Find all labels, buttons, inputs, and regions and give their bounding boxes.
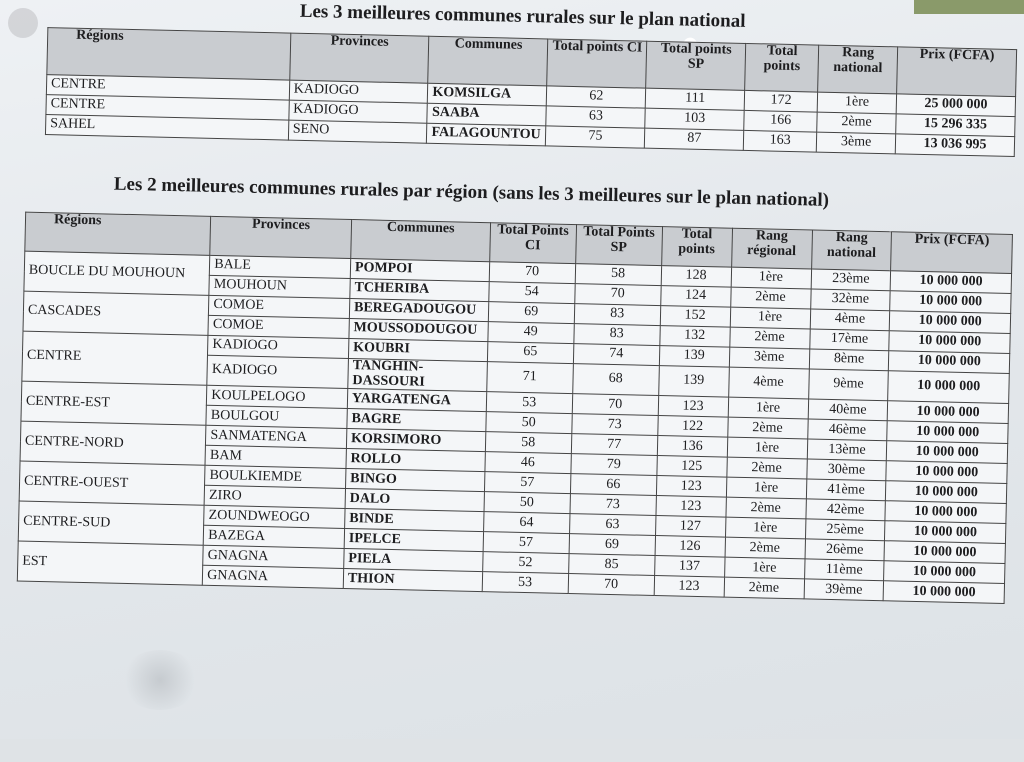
table2-title: Les 2 meilleures communes rurales par région (sans les 3 meilleures sur le plan national) [113, 173, 830, 211]
region-cell: CENTRE-EST [21, 381, 207, 425]
points-ci-cell: 57 [484, 472, 570, 494]
province-cell: KADIOGO [289, 80, 428, 103]
total-points-cell: 166 [744, 110, 817, 132]
province-cell: BALE [210, 255, 351, 278]
region-cell: CENTRE [22, 331, 208, 386]
region-cell: EST [17, 541, 203, 585]
prix-cell: 10 000 000 [889, 351, 1010, 374]
rang-regional-cell: 1ère [728, 397, 808, 419]
commune-cell: BINDE [345, 509, 484, 532]
rang-regional-cell: 1ère [727, 437, 807, 459]
province-cell: COMOE [208, 315, 349, 338]
province-cell: ZOUNDWEOGO [204, 506, 345, 529]
total-points-cell: 124 [660, 286, 730, 308]
rang-national-cell: 23ème [811, 269, 891, 291]
header-communes: Communes [351, 220, 491, 262]
rang-national-cell: 8ème [809, 349, 889, 371]
points-sp-cell: 58 [575, 264, 661, 286]
rang-regional-cell: 2ème [727, 417, 807, 439]
province-cell: MOUHOUN [209, 275, 350, 298]
province-cell: BAM [205, 446, 346, 469]
points-sp-cell: 85 [568, 554, 654, 576]
province-cell: GNAGNA [203, 566, 344, 589]
commune-cell: TCHERIBA [350, 279, 489, 302]
total-points-cell: 136 [657, 436, 727, 458]
commune-cell: SAABA [427, 103, 546, 126]
points-ci-cell: 49 [487, 322, 573, 344]
points-ci-cell: 50 [484, 492, 570, 514]
points-ci-cell: 71 [486, 362, 573, 394]
points-ci-cell: 69 [488, 302, 574, 324]
header-total-points-sp: Total Points SP [575, 225, 662, 266]
rang-national-cell: 26ème [805, 539, 885, 561]
rang-regional-cell: 1ère [724, 557, 804, 579]
rang-regional-cell: 2ème [725, 497, 805, 519]
prix-cell: 10 000 000 [884, 541, 1005, 564]
rang-national-cell: 46ème [807, 419, 887, 441]
province-cell: ZIRO [204, 486, 345, 509]
region-cell: CENTRE-NORD [20, 421, 206, 465]
header-prix: Prix (FCFA) [891, 232, 1012, 274]
header-provinces: Provinces [210, 216, 352, 258]
commune-cell: BAGRE [347, 409, 486, 432]
region-cell: CENTRE [46, 75, 289, 100]
prix-cell: 15 296 335 [896, 114, 1015, 137]
prix-cell: 13 036 995 [895, 134, 1014, 157]
prix-cell: 10 000 000 [888, 371, 1009, 404]
header-regions: Régions [47, 28, 291, 80]
total-points-cell: 122 [657, 416, 727, 438]
rang-regional-cell: 2ème [730, 287, 810, 309]
total-points-cell: 123 [658, 396, 728, 418]
region-cell: CASCADES [23, 291, 209, 335]
province-cell: BOULKIEMDE [205, 466, 346, 489]
rang-national-cell: 9ème [808, 369, 889, 401]
points-sp-cell: 68 [572, 364, 659, 396]
points-ci-cell: 53 [486, 392, 572, 414]
points-sp-cell: 70 [572, 394, 658, 416]
region-cell: CENTRE-OUEST [19, 461, 205, 505]
points-ci-cell: 65 [487, 342, 573, 364]
region-cell: SAHEL [45, 115, 288, 140]
table1-title: Les 3 meilleures communes rurales sur le plan national [299, 0, 746, 32]
points-ci-cell: 50 [485, 412, 571, 434]
points-sp-cell: 73 [570, 494, 656, 516]
prix-cell: 10 000 000 [888, 401, 1009, 424]
header-total-points-sp: Total points SP [646, 41, 746, 90]
points-sp-cell: 66 [570, 474, 656, 496]
rang-national-cell: 41ème [806, 479, 886, 501]
commune-cell: KOMSILGA [428, 83, 547, 106]
total-points-cell: 132 [660, 326, 730, 348]
commune-cell: KORSIMORO [346, 429, 485, 452]
points-ci-cell: 54 [488, 282, 574, 304]
points-sp-cell: 74 [573, 344, 659, 366]
prix-cell: 10 000 000 [884, 581, 1005, 604]
points-sp-cell: 103 [645, 108, 744, 130]
total-points-cell: 139 [659, 346, 729, 368]
rang-national-cell: 11ème [804, 559, 884, 581]
points-ci-cell: 46 [485, 452, 571, 474]
table2-body [17, 251, 1011, 604]
total-points-cell: 125 [657, 456, 727, 478]
total-points-cell: 126 [655, 536, 725, 558]
commune-cell: TANGHIN-DASSOURI [348, 358, 487, 392]
total-points-cell: 163 [743, 130, 816, 152]
points-ci-cell: 57 [483, 532, 569, 554]
points-sp-cell: 79 [571, 454, 657, 476]
total-points-cell: 128 [661, 266, 731, 288]
total-points-cell: 123 [656, 496, 726, 518]
prix-cell: 25 000 000 [896, 94, 1015, 117]
header-total-points: Total points [661, 227, 732, 268]
rang-regional-cell: 2ème [726, 457, 806, 479]
rang-national-cell: 32ème [810, 289, 890, 311]
prix-cell: 10 000 000 [891, 271, 1012, 294]
total-points-cell: 123 [656, 476, 726, 498]
points-sp-cell: 83 [574, 304, 660, 326]
prix-cell: 10 000 000 [885, 501, 1006, 524]
points-ci-cell: 75 [546, 126, 645, 148]
points-ci-cell: 64 [483, 512, 569, 534]
header-provinces: Provinces [289, 33, 429, 83]
commune-cell: POMPOI [350, 259, 489, 282]
rang-national-cell: 17ème [809, 329, 889, 351]
points-ci-cell: 63 [546, 106, 645, 128]
total-points-cell: 137 [654, 556, 724, 578]
total-points-cell: 139 [658, 366, 729, 398]
province-cell: KADIOGO [288, 100, 427, 123]
commune-cell: THION [343, 569, 482, 592]
commune-cell: YARGATENGA [347, 389, 486, 412]
points-ci-cell: 62 [547, 86, 646, 108]
points-ci-cell: 70 [489, 262, 575, 284]
points-sp-cell: 63 [569, 514, 655, 536]
header-total-points-ci: Total points CI [547, 39, 647, 88]
prix-cell: 10 000 000 [885, 521, 1006, 544]
header-rang-regional: Rang régional [731, 228, 812, 269]
commune-cell: BEREGADOUGOU [349, 299, 488, 322]
points-sp-cell: 111 [646, 88, 745, 110]
rang-regional-cell: 2ème [725, 537, 805, 559]
rang-regional-cell: 2ème [724, 577, 804, 599]
province-cell: BOULGOU [206, 406, 347, 429]
rang-regional-cell: 2ème [729, 327, 809, 349]
region-cell: CENTRE-SUD [18, 501, 204, 545]
province-cell: SANMATENGA [206, 426, 347, 449]
rang-national-cell: 2ème [817, 112, 896, 134]
commune-cell: ROLLO [346, 449, 485, 472]
points-ci-cell: 53 [482, 572, 568, 594]
prix-cell: 10 000 000 [889, 331, 1010, 354]
commune-cell: PIELA [344, 549, 483, 572]
commune-cell: FALAGOUNTOU [427, 123, 546, 146]
prix-cell: 10 000 000 [886, 461, 1007, 484]
points-ci-cell: 52 [482, 552, 568, 574]
points-sp-cell: 69 [569, 534, 655, 556]
commune-cell: IPELCE [344, 529, 483, 552]
rang-national-cell: 30ème [806, 459, 886, 481]
province-cell: GNAGNA [203, 546, 344, 569]
points-sp-cell: 87 [645, 128, 744, 150]
header-communes: Communes [428, 36, 548, 86]
rang-national-cell: 25ème [805, 519, 885, 541]
regional-ranking-table [17, 212, 1013, 605]
header-rang-national: Rang national [818, 45, 898, 94]
rang-regional-cell: 3ème [729, 347, 809, 369]
province-cell: KOULPELOGO [207, 386, 348, 409]
background-strip [914, 0, 1024, 14]
province-cell: BAZEGA [203, 526, 344, 549]
prix-cell: 10 000 000 [890, 291, 1011, 314]
region-cell: BOUCLE DU MOUHOUN [24, 251, 210, 295]
header-regions: Régions [25, 212, 211, 255]
rang-national-cell: 3ème [816, 132, 895, 154]
rang-regional-cell: 1ère [725, 517, 805, 539]
national-ranking-table [45, 27, 1017, 157]
province-cell: SENO [288, 120, 427, 143]
commune-cell: BINGO [345, 469, 484, 492]
rang-national-cell: 13ème [807, 439, 887, 461]
header-total-points: Total points [745, 43, 819, 92]
commune-cell: DALO [345, 489, 484, 512]
prix-cell: 10 000 000 [887, 421, 1008, 444]
total-points-cell: 172 [744, 90, 817, 112]
prix-cell: 10 000 000 [890, 311, 1011, 334]
prix-cell: 10 000 000 [886, 481, 1007, 504]
total-points-cell: 127 [655, 516, 725, 538]
points-sp-cell: 83 [574, 324, 660, 346]
commune-cell: KOUBRI [348, 339, 487, 362]
rang-national-cell: 4ème [810, 309, 890, 331]
rang-regional-cell: 1ère [726, 477, 806, 499]
region-cell: CENTRE [46, 95, 289, 120]
points-ci-cell: 58 [485, 432, 571, 454]
province-cell: COMOE [209, 295, 350, 318]
rang-regional-cell: 1ère [730, 307, 810, 329]
points-sp-cell: 77 [571, 434, 657, 456]
points-sp-cell: 73 [571, 414, 657, 436]
rang-national-cell: 1ère [817, 92, 896, 114]
header-total-points-ci: Total Points CI [489, 223, 576, 264]
prix-cell: 10 000 000 [884, 561, 1005, 584]
commune-cell: MOUSSODOUGOU [349, 319, 488, 342]
rang-national-cell: 39ème [804, 579, 884, 601]
prix-cell: 10 000 000 [887, 441, 1008, 464]
rang-regional-cell: 1ère [731, 267, 811, 289]
header-rang-national: Rang national [811, 230, 892, 271]
province-cell: KADIOGO [208, 335, 349, 358]
total-points-cell: 152 [660, 306, 730, 328]
rang-national-cell: 42ème [805, 499, 885, 521]
total-points-cell: 123 [654, 576, 724, 598]
header-prix: Prix (FCFA) [897, 47, 1017, 97]
points-sp-cell: 70 [574, 284, 660, 306]
points-sp-cell: 70 [568, 574, 654, 596]
rang-national-cell: 40ème [808, 399, 888, 421]
province-cell: KADIOGO [207, 355, 348, 389]
rang-regional-cell: 4ème [728, 367, 809, 399]
